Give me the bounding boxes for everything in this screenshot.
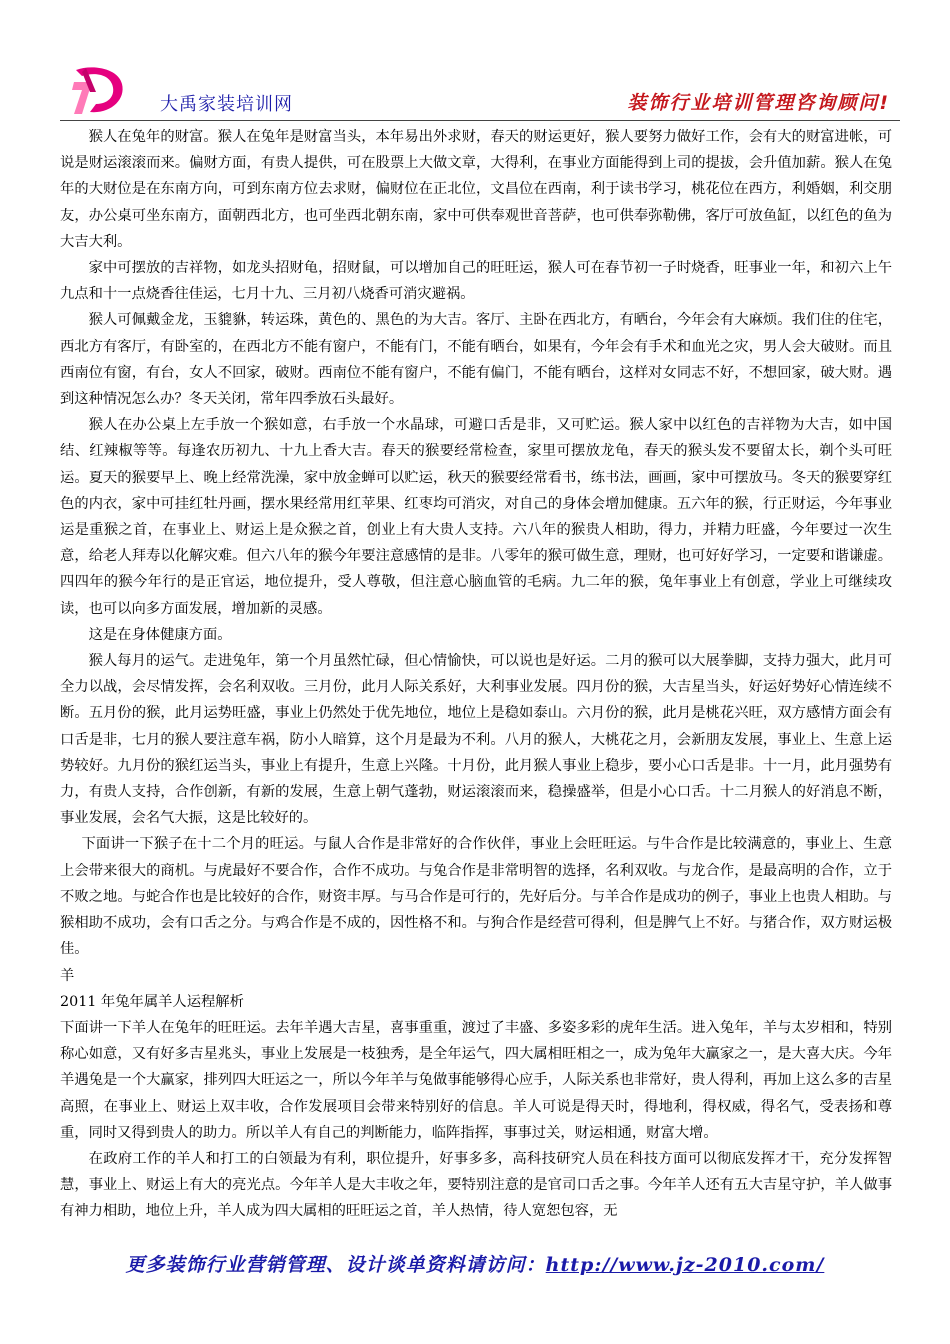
section-subheading: 2011 年兔年属羊人运程解析 [60,993,244,1010]
page-footer [0,1250,950,1277]
article-body [60,124,892,1225]
paragraph: 下面讲一下羊人在兔年的旺旺运。去年羊遇大吉星，喜事重重，渡过了丰盛、多姿多彩的虎年生活。进入兔年，羊与太岁相和，特别称心如意，又有好多吉星兆头，事业上发展是一枝独秀，是全年运气，四大属相旺相之一，成为兔年大赢家之一，是大喜大庆。今年羊遇兔是一个大赢家，排列四大旺运之一，所以今年羊与兔做事能够得心应手，人际关系也非常好，贵人得利，再加上这么多的吉星高照，在事业上、财运上双丰收，合作发展项目会带来特别好的信息。羊人可说是得天时，得地利，得权威，得名气，受表扬和尊重，同时又得到贵人的助力。所以羊人有自己的判断能力，临阵指挥，事事过关，财运相通，财富大增。 [60,1019,892,1141]
brand-name: 大禹家装培训网 [160,94,293,115]
paragraph: 家中可摆放的吉祥物，如龙头招财龟，招财鼠，可以增加自己的旺旺运，猴人可在春节初一子时烧香，旺事业一年，和初六上午九点和十一点烧香往佳运，七月十九、三月初八烧香可消灾避祸。 [60,260,892,303]
header-divider [60,120,900,121]
paragraph: 猴人在办公桌上左手放一个猴如意，右手放一个水晶球，可避口舌是非，又可贮运。猴人家中以红色的吉祥物为大吉，如中国结、红辣椒等等。每逢农历初九、十九上香大吉。春天的猴要经常检查，家里可摆放龙龟，春天的猴头发不要留太长，剃个头可旺运。夏天的猴要早上、晚上经常洗澡，家中放金蝉可以贮运，秋天的猴要经常看书，练书法，画画，家中可摆放马。冬天的猴要穿红色的内衣，家中可挂红牡丹画，摆水果经常用红苹果、红枣均可消灾，对自己的身体会增加健康。五六年的猴，行正财运，今年事业运是重猴之首，在事业上、财运上是众猴之首，创业上有大贵人支持。六八年的猴贵人相助，得力，并精力旺盛，今年要过一次生意，给老人拜寿以化解灾难。但六八年的猴今年要注意感情的是非。八零年的猴可做生意，理财，也可好好学习，一定要和谐谦虚。四四年的猴今年行的是正官运，地位提升，受人尊敬，但注意心脑血管的毛病。九二年的猴，兔年事业上有创意，学业上可继续攻读，也可以向多方面发展，增加新的灵感。 [60,417,892,617]
slogan: 装饰行业培训管理咨询顾问! [627,92,890,114]
paragraph: 猴人在兔年的财富。猴人在兔年是财富当头，本年易出外求财，春天的财运更好，猴人要努力做好工作，会有大的财富进帐，可说是财运滚滚而来。偏财方面，有贵人提供，可在股票上大做文章，大得利，在事业方面能得到上司的提拔，会升值加薪。猴人在兔年的大财位是在东南方向，可到东南方位去求财，偏财位在正北位，文昌位在西南，利于读书学习，桃花位在西方，利婚姻，利交朋友，办公桌可坐东南方，面朝西北方，也可坐西北朝东南，家中可供奉观世音菩萨，也可供奉弥勒佛，客厅可放鱼缸，以红色的鱼为大吉大利。 [60,129,892,250]
paragraph: 猴人每月的运气。走进兔年，第一个月虽然忙碌，但心情愉快，可以说也是好运。二月的猴可以大展拳脚，支持力强大，此月可全力以战，会尽情发挥，会名利双收。三月份，此月人际关系好，大利事业发展。四月份的猴，大吉星当头，好运好势好心情连续不断。五月份的猴，此月运势旺盛，事业上仍然处于优先地位，地位上是稳如泰山。六月份的猴，此月是桃花兴旺，双方感情方面会有口舌是非，七月的猴人要注意车祸，防小人暗算，这个月是最为不利。八月的猴人，大桃花之月，会新朋友发展，事业上、生意上运势较好。九月份的猴红运当头，事业上有提升，生意上兴隆。十月份，此月猴人事业上稳步，要小心口舌是非。十一月，此月强势有力，有贵人支持，合作创新，有新的发展，生意上朝气蓬勃，财运滚滚而来，稳操盛举，但是小心口舌。十二月猴人的好消息不断，事业发展，会名气大振，这是比较好的。 [60,653,892,827]
paragraph: 在政府工作的羊人和打工的白领最为有利，职位提升，好事多多，高科技研究人员在科技方面可以彻底发挥才干，充分发挥智慧，事业上、财运上有大的亮光点。今年羊人是大丰收之年，要特别注意的是官司口舌之事。今年羊人还有五大吉星守护，羊人做事有神力相助，地位上升，羊人成为四大属相的旺旺运之首，羊人热情，待人宽恕包容，无 [60,1150,892,1220]
section-heading: 羊 [60,967,75,984]
paragraph: 猴人可佩戴金龙，玉貔貅，转运珠，黄色的、黑色的为大吉。客厅、主卧在西北方，有晒台，今年会有大麻烦。我们住的住宅，西北方有客厅，有卧室的，在西北方不能有窗户，不能有门，不能有晒台，如果有，今年会有手术和血光之灾，男人会大破财。而且西南位有窗，有台，女人不回家，破财。西南位不能有窗户，不能有偏门，不能有晒台，这样对女同志不好，不想回家，破大财。遇到这种情况怎么办？冬天关闭，常年四季放石头最好。 [60,312,892,408]
page-header [60,62,900,120]
paragraph: 下面讲一下猴子在十二个月的旺运。与鼠人合作是非常好的合作伙伴，事业上会旺旺运。与牛合作是比较满意的，事业上、生意上会带来很大的商机。与虎最好不要合作，合作不成功。与兔合作是非常明智的选择，名利双收。与龙合作，是最高明的合作，立于不败之地。与蛇合作也是比较好的合作，财资丰厚。与马合作是可行的，先好后分。与羊合作是成功的例子，事业上也贵人相助。与猴相助不成功，会有口舌之分。与鸡合作是不成的，因性格不和。与狗合作是经营可得利，但是脾气上不好。与猪合作，双方财运极佳。 [60,836,892,958]
paragraph: 这是在身体健康方面。 [88,626,232,643]
dy-logo-icon [70,62,130,118]
footer-link[interactable]: http://www.jz-2010.com/ [545,1254,825,1276]
footer-text: 更多装饰行业营销管理、设计谈单资料请访问： [125,1254,546,1276]
